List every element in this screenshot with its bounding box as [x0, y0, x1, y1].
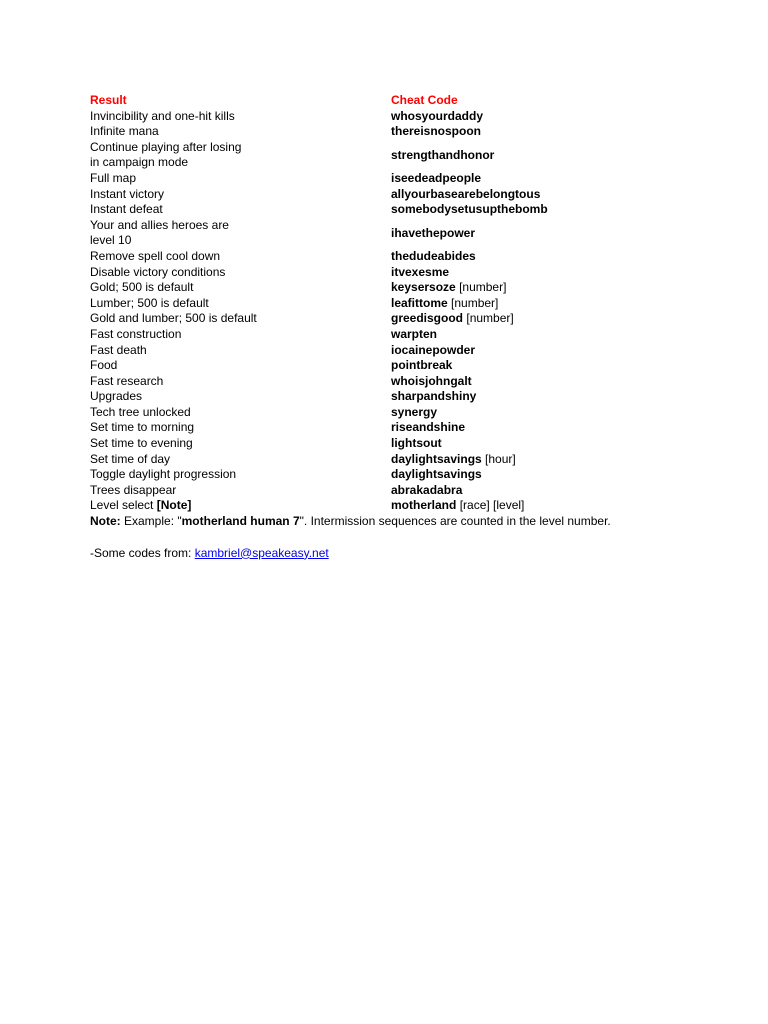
- table-row: [90, 374, 721, 390]
- cheat-code-text: itvexesme: [391, 264, 450, 279]
- cheat-code-text: iseedeadpeople: [391, 170, 482, 185]
- table-row: [90, 249, 721, 265]
- result-text: Toggle daylight progression: [90, 467, 237, 482]
- table-row: [90, 389, 721, 405]
- cheat-code-text: thereisnospoon: [391, 124, 482, 139]
- result-cell: [90, 311, 391, 327]
- document-body: [90, 93, 730, 561]
- cheat-code-cell: [391, 405, 721, 421]
- note-suffix: ". Intermission sequences are counted in the level number.: [299, 514, 611, 529]
- result-cell: [90, 452, 391, 468]
- note-example: motherland human 7: [181, 514, 300, 529]
- result-text: Level select: [90, 498, 157, 513]
- cheat-code-cell: [391, 124, 721, 140]
- cheat-code-cell: [391, 467, 721, 483]
- result-text: Fast construction: [90, 326, 182, 341]
- cheat-code-text: whoisjohngalt: [391, 373, 472, 388]
- cheat-code-text: greedisgood: [391, 311, 464, 326]
- result-cell: [90, 405, 391, 421]
- table-row: [90, 483, 721, 499]
- cheat-code-text: pointbreak: [391, 358, 453, 373]
- cheat-code-column-header: Cheat Code: [391, 93, 458, 107]
- cheat-code-parameter: [hour]: [485, 451, 516, 466]
- result-cell: [90, 140, 391, 171]
- cheat-code-parameter: [number]: [466, 311, 514, 326]
- cheat-code-cell: [391, 171, 721, 187]
- result-text: Instant defeat: [90, 202, 163, 217]
- table-row: [90, 327, 721, 343]
- cheat-code-text: strengthandhonor: [391, 147, 495, 162]
- result-cell: [90, 218, 391, 249]
- cheat-code-text: daylightsavings: [391, 451, 482, 466]
- cheat-code-cell: [391, 343, 721, 359]
- cheat-code-text: abrakadabra: [391, 482, 463, 497]
- table-row: [90, 296, 721, 312]
- result-cell: [90, 420, 391, 436]
- note-prefix: Example: ": [120, 514, 182, 529]
- cheat-code-parameter: [race] [level]: [459, 498, 525, 513]
- source-prefix: -Some codes from:: [90, 545, 195, 560]
- table-row: [90, 311, 721, 327]
- result-text: Set time of day: [90, 451, 171, 466]
- result-text: Continue playing after losing: [90, 139, 242, 154]
- table-row: [90, 109, 721, 125]
- cheat-code-parameter: [number]: [459, 280, 507, 295]
- table-row: [90, 218, 721, 249]
- cheat-code-text: thedudeabides: [391, 248, 476, 263]
- cheat-code-cell: [391, 280, 721, 296]
- result-cell: [90, 483, 391, 499]
- table-row: [90, 202, 721, 218]
- cheat-code-cell: [391, 420, 721, 436]
- result-text: Disable victory conditions: [90, 264, 226, 279]
- result-text: Fast research: [90, 373, 164, 388]
- cheat-code-cell: [391, 374, 721, 390]
- result-text: Set time to morning: [90, 420, 195, 435]
- table-header-row: [90, 93, 721, 109]
- result-note-ref: [Note]: [156, 498, 192, 513]
- cheat-code-text: synergy: [391, 404, 438, 419]
- cheat-code-text: keysersoze: [391, 280, 456, 295]
- table-row: [90, 405, 721, 421]
- note-paragraph: [90, 514, 730, 530]
- result-text: Gold; 500 is default: [90, 280, 194, 295]
- result-text: Instant victory: [90, 186, 165, 201]
- cheat-code-cell: [391, 358, 721, 374]
- table-row: [90, 280, 721, 296]
- cheat-table: [90, 93, 721, 514]
- cheat-code-cell: [391, 483, 721, 499]
- table-row: [90, 436, 721, 452]
- cheat-code-cell: [391, 187, 721, 203]
- result-cell: [90, 467, 391, 483]
- result-cell: [90, 498, 391, 514]
- result-text: Your and allies heroes are: [90, 217, 229, 232]
- cheat-code-text: whosyourdaddy: [391, 108, 484, 123]
- result-cell: [90, 296, 391, 312]
- source-credit: [90, 546, 730, 562]
- result-text: Upgrades: [90, 389, 143, 404]
- table-row: [90, 498, 721, 514]
- source-email-link[interactable]: kambriel@speakeasy.net: [194, 545, 329, 560]
- result-text: Fast death: [90, 342, 147, 357]
- cheat-code-text: riseandshine: [391, 420, 466, 435]
- result-cell: [90, 265, 391, 281]
- result-cell: [90, 187, 391, 203]
- cheat-code-cell: [391, 265, 721, 281]
- result-text: Lumber; 500 is default: [90, 295, 209, 310]
- result-cell: [90, 374, 391, 390]
- table-row: [90, 358, 721, 374]
- cheat-code-text: iocainepowder: [391, 342, 476, 357]
- result-cell: [90, 343, 391, 359]
- result-text: level 10: [90, 233, 132, 248]
- cheat-code-cell: [391, 327, 721, 343]
- cheat-code-cell: [391, 296, 721, 312]
- cheat-code-cell: [391, 436, 721, 452]
- result-text: Set time to evening: [90, 436, 193, 451]
- cheat-code-cell: [391, 311, 721, 327]
- cheat-code-cell: [391, 389, 721, 405]
- result-text: Remove spell cool down: [90, 248, 221, 263]
- cheat-code-text: somebodysetusupthebomb: [391, 202, 548, 217]
- table-row: [90, 171, 721, 187]
- result-cell: [90, 389, 391, 405]
- result-cell: [90, 249, 391, 265]
- cheat-code-cell: [391, 109, 721, 125]
- cheat-code-cell: [391, 452, 721, 468]
- table-row: [90, 187, 721, 203]
- table-row: [90, 420, 721, 436]
- result-cell: [90, 280, 391, 296]
- result-text: Infinite mana: [90, 124, 159, 139]
- table-row: [90, 124, 721, 140]
- cheat-code-text: daylightsavings: [391, 467, 482, 482]
- cheat-code-cell: [391, 202, 721, 218]
- cheat-code-text: sharpandshiny: [391, 389, 477, 404]
- result-cell: [90, 171, 391, 187]
- result-text: Full map: [90, 170, 137, 185]
- cheat-code-text: motherland: [391, 498, 457, 513]
- cheat-code-text: lightsout: [391, 436, 442, 451]
- cheat-code-parameter: [number]: [451, 295, 499, 310]
- cheat-code-cell: [391, 218, 721, 249]
- result-cell: [90, 202, 391, 218]
- result-text: in campaign mode: [90, 155, 189, 170]
- cheat-code-text: allyourbasearebelongtous: [391, 186, 541, 201]
- table-row: [90, 140, 721, 171]
- result-text: Gold and lumber; 500 is default: [90, 311, 257, 326]
- result-text: Tech tree unlocked: [90, 404, 191, 419]
- table-row: [90, 452, 721, 468]
- result-cell: [90, 124, 391, 140]
- note-label: Note:: [90, 514, 121, 529]
- cheat-code-cell: [391, 498, 721, 514]
- cheat-code-cell: [391, 140, 721, 171]
- result-cell: [90, 109, 391, 125]
- result-cell: [90, 358, 391, 374]
- cheat-code-text: ihavethepower: [391, 225, 476, 240]
- result-column-header: Result: [90, 93, 127, 107]
- table-row: [90, 467, 721, 483]
- table-row: [90, 343, 721, 359]
- cheat-code-text: warpten: [391, 326, 438, 341]
- result-text: Invincibility and one-hit kills: [90, 108, 235, 123]
- result-cell: [90, 327, 391, 343]
- table-row: [90, 265, 721, 281]
- result-text: Trees disappear: [90, 482, 177, 497]
- result-cell: [90, 436, 391, 452]
- cheat-code-cell: [391, 249, 721, 265]
- result-text: Food: [90, 358, 118, 373]
- cheat-code-text: leafittome: [391, 295, 448, 310]
